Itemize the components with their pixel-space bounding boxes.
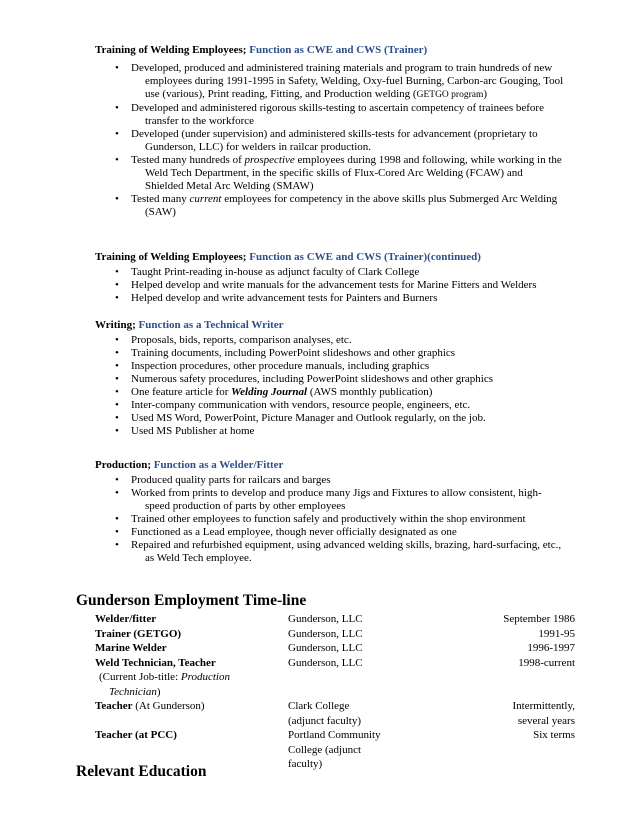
timeline-title: Gunderson Employment Time-line: [76, 592, 307, 609]
list-item: • Repaired and refurbished equipment, using advanced welding skills, brazing, hard-surfacing, etc., as Weld Tech employee.: [115, 539, 562, 564]
list-item: • Worked from prints to develop and produce many Jigs and Fixtures to allow consistent, high- speed production of parts by other employees: [115, 487, 542, 512]
list-item: • Trained other employees to function safely and productively within the shop environment: [115, 513, 526, 525]
education-title: Relevant Education: [76, 763, 207, 780]
section-training-continued: [95, 251, 575, 305]
table-row: Marine Welder Gunderson, LLC 1996-1997: [95, 642, 575, 654]
table-row: Weld Technician, Teacher (Current Job-title: Production Technician) Gunderson, LLC 1998-current: [95, 656, 575, 698]
section-function: Function as a Welder/Fitter: [153, 459, 284, 471]
list-item: • Used MS Word, PowerPoint, Picture Manager and Outlook regularly, on the job.: [115, 412, 486, 424]
table-row: Trainer (GETGO) Gunderson, LLC 1991-95: [95, 627, 575, 640]
list-item: • Inter-company communication with vendors, resource people, engineers, etc.: [115, 399, 471, 411]
list-item: • Used MS Publisher at home: [115, 425, 255, 437]
list-item: • Helped develop and write manuals for the advancement tests for Marine Fitters and Welders: [115, 279, 537, 291]
list-item: • Numerous safety procedures, including PowerPoint slideshows and other graphics: [115, 373, 494, 385]
list-item: • Developed and administered rigorous skills-testing to ascertain competency of trainees before transfer to the workforce: [115, 102, 544, 127]
list-item: • Produced quality parts for railcars and barges: [115, 474, 331, 486]
section-training: [95, 44, 575, 219]
section-heading: Writing; Function as a Technical Writer: [95, 319, 284, 331]
list-item: • One feature article for Welding Journal (AWS monthly publication): [115, 386, 433, 398]
list-item: • Helped develop and write advancement tests for Painters and Burners: [115, 292, 438, 304]
list-item: • Taught Print-reading in-house as adjunct faculty of Clark College: [115, 266, 420, 278]
table-row: Teacher (at PCC) Portland Community College (adjunct faculty) Six terms: [95, 729, 575, 770]
section-writing: [95, 319, 575, 438]
list-item: • Developed (under supervision) and administered skills-tests for advancement (proprietary to Gunderson, LLC) for welders in railcar production.: [115, 128, 538, 153]
timeline-table: [95, 612, 575, 772]
list-item: • Tested many current employees for competency in the above skills plus Submerged Arc Welding (SAW): [115, 193, 558, 218]
section-heading: Training of Welding Employees; Function as CWE and CWS (Trainer)(continued): [95, 251, 481, 263]
list-item: • Training documents, including PowerPoint slideshows and other graphics: [115, 347, 456, 359]
section-function: Function as CWE and CWS (Trainer): [249, 44, 428, 56]
section-function: Function as a Technical Writer: [138, 319, 284, 331]
section-production: [95, 459, 575, 565]
section-heading: Production; Function as a Welder/Fitter: [95, 459, 284, 471]
section-function: Function as CWE and CWS (Trainer)(continued): [249, 251, 481, 263]
list-item: • Functioned as a Lead employee, though never officially designated as one: [115, 526, 457, 538]
list-item: • Proposals, bids, reports, comparison analyses, etc.: [115, 334, 352, 346]
table-row: Teacher (At Gunderson) Clark College (adjunct faculty) Intermittently, several years: [95, 700, 575, 727]
list-item: • Tested many hundreds of prospective employees during 1998 and following, while working in the Weld Tech Department, in the specific skills of Flux-Cored Arc Welding (FCAW) and Shielded Metal Arc Welding (SMAW): [115, 154, 562, 192]
list-item: • Inspection procedures, other procedure manuals, including graphics: [115, 360, 430, 372]
section-heading: Training of Welding Employees; Function as CWE and CWS (Trainer): [95, 44, 428, 56]
table-row: Welder/fitter Gunderson, LLC September 1986: [95, 613, 575, 625]
list-item: • Developed, produced and administered training materials and program to train hundreds of new employees during 1991-1995 in Safety, Welding, Oxy-fuel Burning, Carbon-arc Gouging, Tool use (various), Print reading, Fitting, and Production welding (GETGO program): [115, 62, 564, 100]
